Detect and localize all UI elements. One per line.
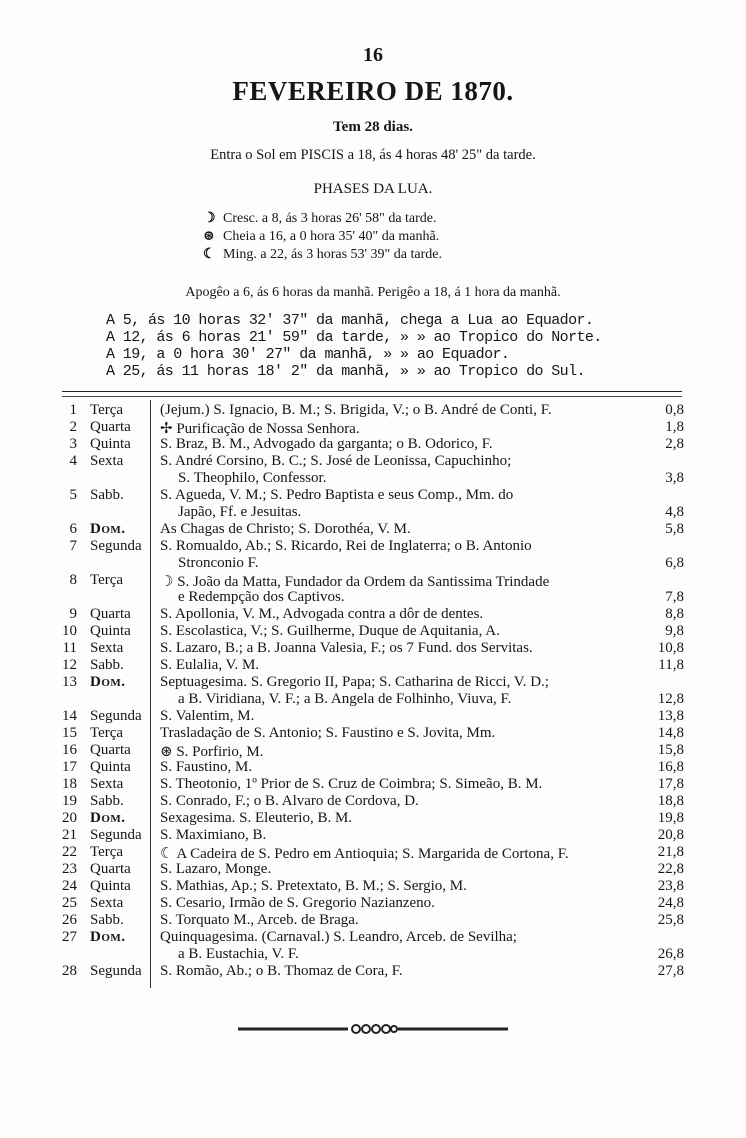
day-number: 16 [62,742,77,758]
moon-phase-text: Cresc. a 8, ás 3 horas 26' 58" da tarde. [223,211,437,226]
weekday: Segunda [90,708,142,724]
feast-description: S. Lazaro, B.; a B. Joanna Valesia, F.; os 7 Fund. dos Servitas. [160,640,533,656]
moon-age-value: 3,8 [665,470,684,486]
weekday: Sexta [90,895,124,911]
feast-description: S. Romão, Ab.; o B. Thomaz de Cora, F. [160,963,403,979]
moon-phase-last-quarter [203,246,442,263]
moon-phase-icon: ☽ [203,211,216,226]
weekday: Terça [90,572,124,588]
moon-age-value: 25,8 [657,912,684,928]
weekday: Sabb. [90,487,124,503]
weekday: Terça [90,725,124,741]
day-number: 9 [69,606,77,622]
moon-age-value: 18,8 [657,793,684,809]
moon-equator-line: A 5, ás 10 horas 32' 37" da manhã, chega a Lua ao Equador. [106,312,594,329]
feast-description: ✢ Purificação de Nossa Senhora. [160,421,360,437]
moon-phase-icon: ⊛ [203,229,215,244]
feast-description: S. Lazaro, Monge. [160,861,272,877]
moon-phase-text: Ming. a 22, ás 3 horas 53' 39" da tarde. [223,247,442,262]
moon-age-value: 4,8 [665,504,684,520]
feast-description: Trasladação de S. Antonio; S. Faustino e S. Jovita, Mm. [160,725,496,741]
moon-age-value: 22,8 [657,861,684,877]
day-number: 11 [62,640,77,656]
day-number: 23 [62,861,77,877]
moon-age-value: 27,8 [657,963,684,979]
day-number: 17 [62,759,77,775]
moon-age-value: 20,8 [657,827,684,843]
day-number: 25 [62,895,77,911]
weekday: Quarta [90,606,131,622]
feast-description-continued: Stronconio F. [178,555,259,571]
day-number: 14 [62,708,77,724]
feast-description: Quinquagesima. (Carnaval.) S. Leandro, Arceb. de Sevilha; [160,929,517,945]
feast-description: S. Romualdo, Ab.; S. Ricardo, Rei de Inglaterra; o B. Antonio [160,538,532,554]
weekday: Quarta [90,419,131,435]
moon-age-value: 5,8 [665,521,684,537]
weekday: Segunda [90,538,142,554]
day-number: 3 [69,436,77,452]
phases-heading: PHASES DA LUA. [313,181,433,197]
day-number: 27 [62,929,77,945]
weekday: Dom. [90,521,126,537]
weekday: Dom. [90,674,126,690]
moon-phase-first-quarter [203,210,437,227]
table-top-rule-thin [62,396,682,397]
day-number: 6 [69,521,77,537]
feast-description-continued: S. Theophilo, Confessor. [178,470,327,486]
day-number: 13 [62,674,77,690]
feast-description-continued: a B. Viridiana, V. F.; a B. Angela de Folhinho, Viuva, F. [178,691,512,707]
day-number: 19 [62,793,77,809]
feast-description: S. Agueda, V. M.; S. Pedro Baptista e seus Comp., Mm. do [160,487,514,503]
feast-description: S. Mathias, Ap.; S. Pretextato, B. M.; S. Sergio, M. [160,878,467,894]
weekday: Sexta [90,640,124,656]
moon-phase-icon: ☾ [203,247,216,262]
feast-description: S. Conrado, F.; o B. Alvaro de Cordova, D. [160,793,419,809]
day-number: 4 [69,453,77,469]
weekday: Dom. [90,810,126,826]
day-number: 22 [62,844,77,860]
feast-description: S. Cesario, Irmão de S. Gregorio Nazianzeno. [160,895,435,911]
day-number: 28 [62,963,77,979]
day-number: 15 [62,725,77,741]
weekday: Quinta [90,878,131,894]
feast-description: S. Maximiano, B. [160,827,267,843]
weekday: Terça [90,844,124,860]
weekday: Segunda [90,827,142,843]
table-top-rule [62,391,682,392]
weekday: Sexta [90,776,124,792]
moon-age-value: 9,8 [665,623,684,639]
apogee-perigee-line: Apogêo a 6, ás 6 horas da manhã. Perigêo a 18, á 1 hora da manhã. [185,285,561,300]
weekday: Quinta [90,436,131,452]
feast-description: ☽ S. João da Matta, Fundador da Ordem da Santissima Trindade [160,574,550,590]
feast-description-continued: a B. Eustachia, V. F. [178,946,299,962]
moon-age-value: 1,8 [665,419,684,435]
weekday: Terça [90,402,124,418]
moon-age-value: 7,8 [665,589,684,605]
moon-age-value: 6,8 [665,555,684,571]
feast-description: S. Faustino, M. [160,759,253,775]
weekday: Quinta [90,759,131,775]
days-count: Tem 28 dias. [333,119,413,135]
moon-age-value: 10,8 [657,640,684,656]
moon-age-value: 2,8 [665,436,684,452]
day-number: 24 [62,878,77,894]
feast-description: S. Apollonia, V. M., Advogada contra a dôr de dentes. [160,606,484,622]
moon-age-value: 26,8 [657,946,684,962]
feast-description: S. Torquato M., Arceb. de Braga. [160,912,359,928]
column-divider [150,400,151,988]
feast-description: S. Escolastica, V.; S. Guilherme, Duque de Aquitania, A. [160,623,500,639]
feast-description: S. André Corsino, B. C.; S. José de Leonissa, Capuchinho; [160,453,512,469]
feast-description: (Jejum.) S. Ignacio, B. M.; S. Brigida, V.; o B. André de Conti, F. [160,402,552,418]
day-number: 7 [69,538,77,554]
feast-description: ☾ A Cadeira de S. Pedro em Antioquia; S. Margarida de Cortona, F. [160,846,569,862]
feast-description: S. Braz, B. M., Advogado da garganta; o B. Odorico, F. [160,436,493,452]
moon-age-value: 15,8 [657,742,684,758]
weekday: Quinta [90,623,131,639]
moon-tropic-south-line: A 25, ás 11 horas 18' 2" da manhã, » » ao Tropico do Sul. [106,363,585,380]
day-number: 21 [62,827,77,843]
page-title: FEVEREIRO DE 1870. [232,76,514,106]
sun-entry-line: Entra o Sol em PISCIS a 18, ás 4 horas 48' 25" da tarde. [210,147,536,163]
moon-age-value: 17,8 [657,776,684,792]
weekday: Dom. [90,929,126,945]
day-number: 8 [69,572,77,588]
day-number: 1 [69,402,77,418]
moon-phase-text: Cheia a 16, a 0 hora 35' 40" da manhã. [223,229,440,244]
weekday: Segunda [90,963,142,979]
moon-age-value: 12,8 [657,691,684,707]
day-number: 20 [62,810,77,826]
moon-age-value: 14,8 [657,725,684,741]
feast-description-continued: Japão, Ff. e Jesuitas. [178,504,302,520]
moon-phase-full [203,228,439,245]
weekday: Sabb. [90,912,124,928]
weekday: Sabb. [90,657,124,673]
moon-age-value: 13,8 [657,708,684,724]
feast-description: Sexagesima. S. Eleuterio, B. M. [160,810,353,826]
moon-age-value: 21,8 [657,844,684,860]
weekday: Quarta [90,861,131,877]
weekday: Sabb. [90,793,124,809]
day-number: 26 [62,912,77,928]
feast-description: S. Eulalia, V. M. [160,657,260,673]
moon-age-value: 8,8 [665,606,684,622]
moon-age-value: 11,8 [658,657,684,673]
ornament-divider [238,1022,508,1036]
day-number: 18 [62,776,77,792]
moon-age-value: 23,8 [657,878,684,894]
moon-age-value: 24,8 [657,895,684,911]
moon-age-value: 0,8 [665,402,684,418]
weekday: Quarta [90,742,131,758]
feast-description-continued: e Redempção dos Captivos. [178,589,345,605]
weekday: Sexta [90,453,124,469]
moon-age-value: 16,8 [657,759,684,775]
feast-description: S. Theotonio, 1º Prior de S. Cruz de Coimbra; S. Simeão, B. M. [160,776,543,792]
day-number: 2 [69,419,77,435]
feast-description: As Chagas de Christo; S. Dorothéa, V. M. [160,521,411,537]
feast-description: S. Valentim, M. [160,708,255,724]
moon-tropic-north-line: A 12, ás 6 horas 21' 59" da tarde, » » ao Tropico do Norte. [106,329,602,346]
moon-age-value: 19,8 [657,810,684,826]
page-number: 16 [363,44,383,66]
day-number: 12 [62,657,77,673]
feast-description: Septuagesima. S. Gregorio II, Papa; S. Catharina de Ricci, V. D.; [160,674,549,690]
feast-description: ⊛ S. Porfirio, M. [160,744,264,760]
day-number: 5 [69,487,77,503]
day-number: 10 [62,623,77,639]
moon-equator-line: A 19, a 0 hora 30' 27" da manhã, » » ao Equador. [106,346,510,363]
